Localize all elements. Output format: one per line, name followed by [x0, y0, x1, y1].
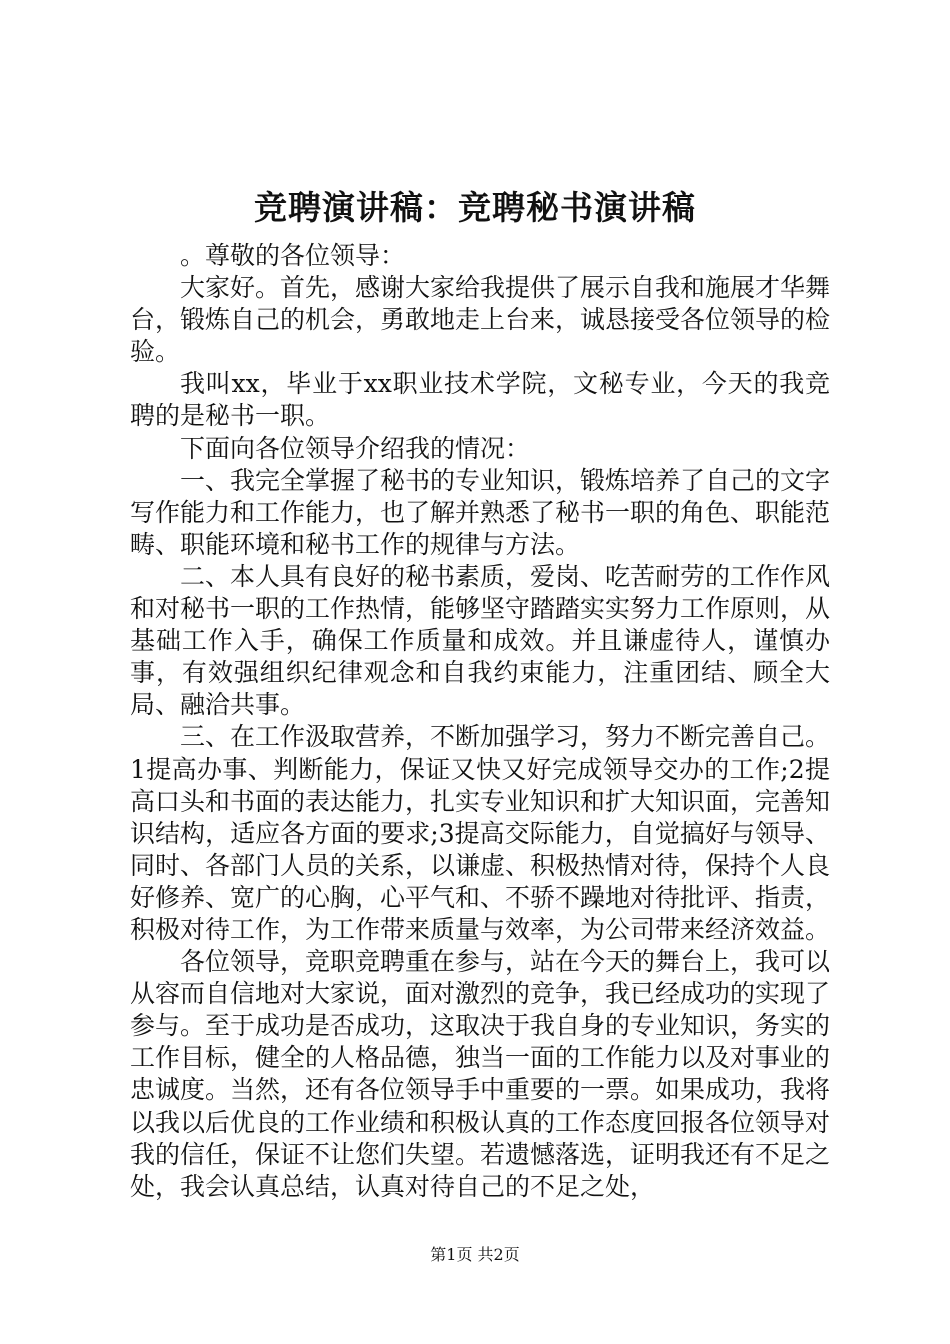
- paragraph-greeting: 大家好。首先，感谢大家给我提供了展示自我和施展才华舞台，锻炼自己的机会，勇敢地走上台来，诚恳接受各位领导的检验。: [130, 273, 831, 367]
- paragraph-point-three: 三、在工作汲取营养，不断加强学习，努力不断完善自己。1提高办事、判断能力，保证又快又好完成领导交办的工作;2提高口头和书面的表达能力，扎实专业知识和扩大知识面，完善知识结构，适应各方面的要求;3提高交际能力，自觉搞好与领导、同时、各部门人员的关系，以谦虚、积极热情对待，保持个人良好修养、宽广的心胸，心平气和、不骄不躁地对待批评、指责，积极对待工作，为工作带来质量与效率，为公司带来经济效益。: [130, 722, 831, 944]
- paragraph-transition: 下面向各位领导介绍我的情况：: [180, 433, 531, 463]
- paragraph-point-one: 一、我完全掌握了秘书的专业知识，锻炼培养了自己的文字写作能力和工作能力，也了解并熟悉了秘书一职的角色、职能范畴、职能环境和秘书工作的规律与方法。: [130, 465, 831, 559]
- document-title: 竞聘演讲稿：竞聘秘书演讲稿: [254, 188, 696, 227]
- paragraph-salutation: 。尊敬的各位领导：: [180, 241, 406, 270]
- paragraph-self-intro: 我叫xx，毕业于xx职业技术学院，文秘专业，今天的我竞聘的是秘书一职。: [130, 369, 830, 431]
- paragraph-closing: 各位领导，竞职竞聘重在参与，站在今天的舞台上，我可以从容而自信地对大家说，面对激烈的竞争，我已经成功的实现了参与。至于成功是否成功，这取决于我自身的专业知识，务实的工作目标，健全的人格品德，独当一面的工作能力以及对事业的忠诚度。当然，还有各位领导手中重要的一票。如果成功，我将以我以后优良的工作业绩和积极认真的工作态度回报各位领导对我的信任，保证不让您们失望。若遗憾落选，证明我还有不足之处，我会认真总结，认真对待自己的不足之处，: [130, 947, 831, 1201]
- document-body: [130, 240, 830, 1203]
- paragraph-point-two: 二、本人具有良好的秘书素质，爱岗、吃苦耐劳的工作作风和对秘书一职的工作热情，能够坚守踏踏实实努力工作原则，从基础工作入手，确保工作质量和成效。并且谦虚待人，谨慎办事，有效强组织纪律观念和自我约束能力，注重团结、顾全大局、融洽共事。: [130, 561, 831, 720]
- page-number-footer: 第1页 共2页: [430, 1245, 520, 1264]
